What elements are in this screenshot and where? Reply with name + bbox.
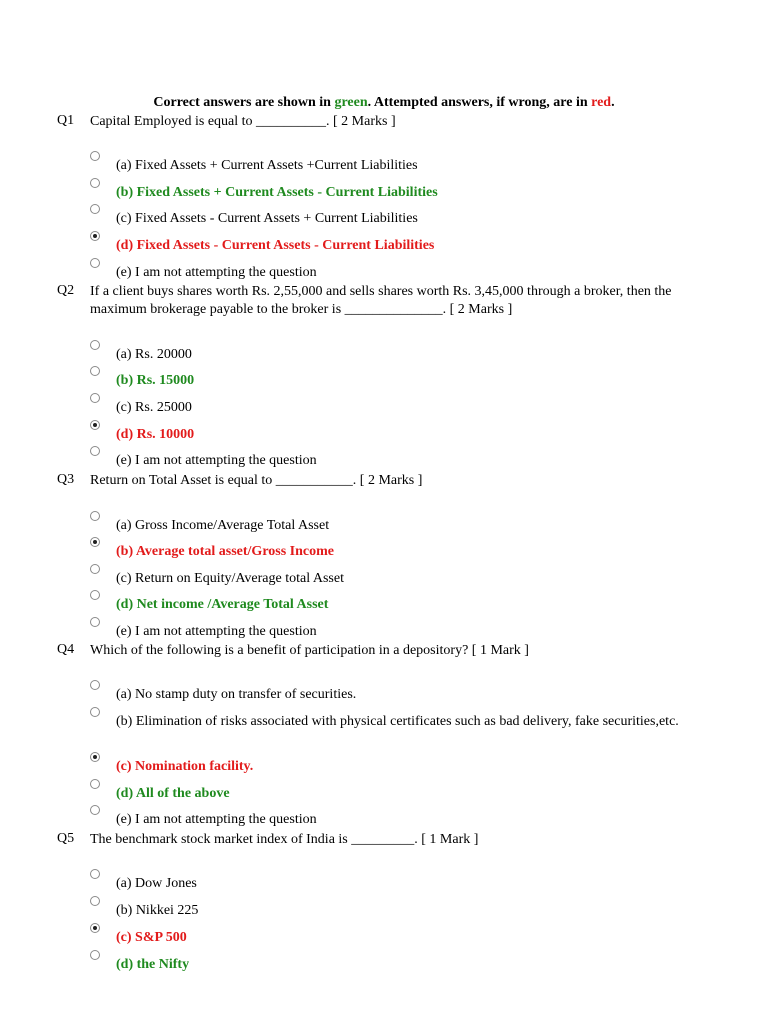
option-label: (e) I am not attempting the question xyxy=(116,812,317,827)
legend-header xyxy=(0,95,768,111)
legend-red-word: red xyxy=(591,95,612,110)
option-label: (b) Nikkei 225 xyxy=(116,903,199,918)
option-radio[interactable] xyxy=(90,923,100,933)
option-label: (e) I am not attempting the question xyxy=(116,453,317,468)
option-label: (c) Fixed Assets - Current Assets + Current Liabilities xyxy=(116,211,418,226)
option-label: (b) Rs. 15000 xyxy=(116,373,195,388)
option-radio[interactable] xyxy=(90,805,100,815)
option-radio[interactable] xyxy=(90,420,100,430)
option-radio[interactable] xyxy=(90,950,100,960)
legend-text-2: . Attempted answers, if wrong, are in xyxy=(367,95,592,110)
question-number: Q4 xyxy=(57,642,75,657)
legend-green-word: green xyxy=(334,95,368,110)
option-radio[interactable] xyxy=(90,590,100,600)
option-radio[interactable] xyxy=(90,204,100,214)
option-label: (c) S&P 500 xyxy=(116,930,187,945)
question-text: The benchmark stock market index of India is _________. [ 1 Mark ] xyxy=(90,832,479,847)
option-label: (d) Fixed Assets - Current Assets - Current Liabilities xyxy=(116,238,435,253)
option-radio[interactable] xyxy=(90,617,100,627)
question-number: Q3 xyxy=(57,472,75,487)
option-radio[interactable] xyxy=(90,564,100,574)
option-label: (a) Fixed Assets + Current Assets +Current Liabilities xyxy=(116,158,418,173)
option-radio[interactable] xyxy=(90,366,100,376)
option-label: (a) No stamp duty on transfer of securities. xyxy=(116,687,357,702)
option-radio[interactable] xyxy=(90,537,100,547)
question-number: Q2 xyxy=(57,283,75,298)
option-radio[interactable] xyxy=(90,707,100,717)
option-label: (a) Gross Income/Average Total Asset xyxy=(116,518,330,533)
option-radio[interactable] xyxy=(90,258,100,268)
option-label: (e) I am not attempting the question xyxy=(116,265,317,280)
option-label: (b) Average total asset/Gross Income xyxy=(116,544,334,559)
option-radio[interactable] xyxy=(90,151,100,161)
option-label: (e) I am not attempting the question xyxy=(116,624,317,639)
option-radio[interactable] xyxy=(90,340,100,350)
option-radio[interactable] xyxy=(90,779,100,789)
option-radio[interactable] xyxy=(90,869,100,879)
option-radio[interactable] xyxy=(90,752,100,762)
option-radio[interactable] xyxy=(90,680,100,690)
option-label: (d) Rs. 10000 xyxy=(116,427,195,442)
question-text: Which of the following is a benefit of participation in a depository? [ 1 Mark ] xyxy=(90,643,529,658)
option-radio[interactable] xyxy=(90,446,100,456)
question-number: Q5 xyxy=(57,831,75,846)
option-label: (c) Nomination facility. xyxy=(116,759,254,774)
option-label: (b) Elimination of risks associated with physical certificates such as bad delivery, fake securities,etc. xyxy=(116,714,679,729)
option-label: (d) the Nifty xyxy=(116,957,190,972)
option-label: (d) Net income /Average Total Asset xyxy=(116,597,329,612)
option-label: (c) Rs. 25000 xyxy=(116,400,192,415)
option-radio[interactable] xyxy=(90,178,100,188)
option-radio[interactable] xyxy=(90,231,100,241)
question-text: Capital Employed is equal to __________. [ 2 Marks ] xyxy=(90,114,396,129)
question-text: If a client buys shares worth Rs. 2,55,000 and sells shares worth Rs. 3,45,000 through a broker, then the maximum brokerage payable to the broker is ______________. [ 2 Marks ] xyxy=(90,284,672,317)
option-label: (b) Fixed Assets + Current Assets - Current Liabilities xyxy=(116,185,438,200)
question-number: Q1 xyxy=(57,113,75,128)
option-radio[interactable] xyxy=(90,896,100,906)
option-radio[interactable] xyxy=(90,511,100,521)
option-radio[interactable] xyxy=(90,393,100,403)
option-label: (a) Dow Jones xyxy=(116,876,197,891)
legend-text-1: Correct answers are shown in xyxy=(153,95,335,110)
option-label: (d) All of the above xyxy=(116,786,230,801)
question-text: Return on Total Asset is equal to ___________. [ 2 Marks ] xyxy=(90,473,423,488)
legend-text-3: . xyxy=(611,95,615,110)
option-label: (c) Return on Equity/Average total Asset xyxy=(116,571,344,586)
option-label: (a) Rs. 20000 xyxy=(116,347,192,362)
